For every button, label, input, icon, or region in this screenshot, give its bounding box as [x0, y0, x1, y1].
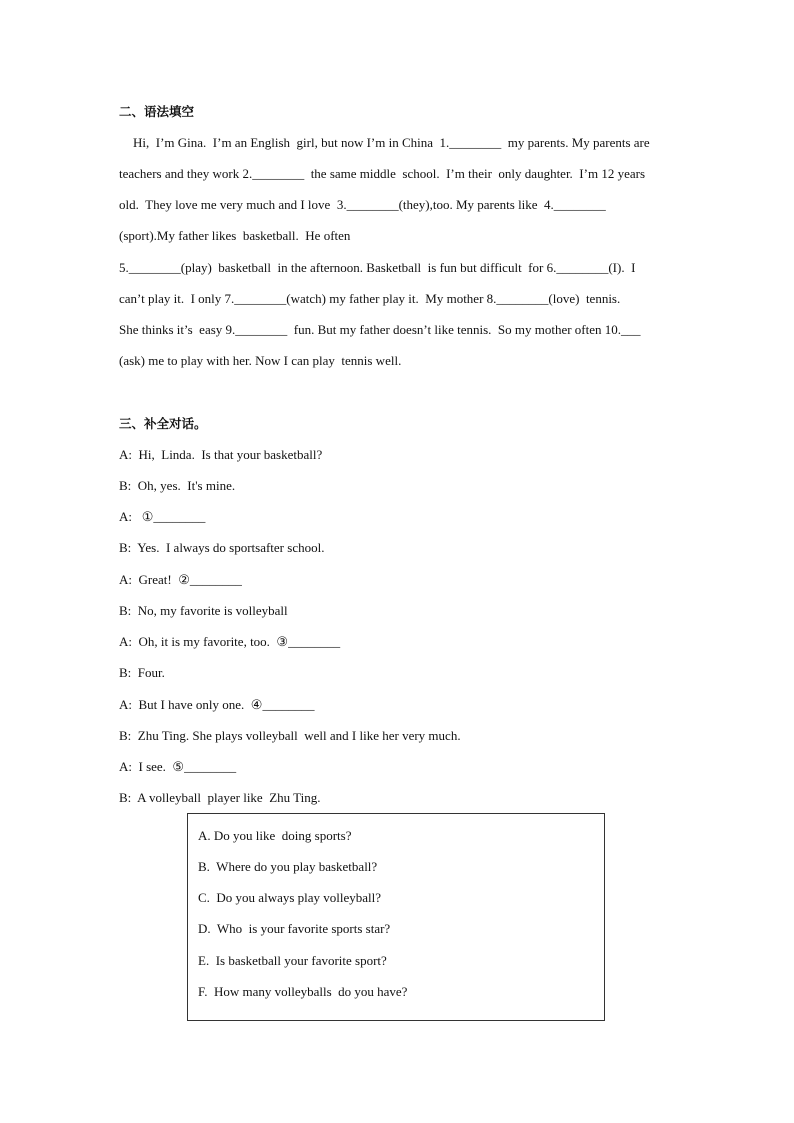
- passage-line-3: old. They love me very much and I love 3.________(they),too. My parents like 4.________: [119, 197, 606, 212]
- option-c: C. Do you always play volleyball?: [198, 890, 382, 905]
- dialogue-line: B: Oh, yes. It's mine.: [119, 478, 236, 493]
- passage-line-6: can’t play it. I only 7.________(watch) my father play it. My mother 8.________(love) tennis.: [119, 291, 621, 306]
- option-e: E. Is basketball your favorite sport?: [198, 953, 387, 968]
- passage-line-2: teachers and they work 2.________ the same middle school. I’m their only daughter. I’m 12 years: [119, 166, 646, 181]
- dialogue-line: A: Hi, Linda. Is that your basketball?: [119, 447, 323, 462]
- option-a: A. Do you like doing sports?: [198, 828, 352, 843]
- dialogue-line: A: Great! ②________: [119, 572, 242, 587]
- options-box: [187, 813, 605, 1021]
- passage-line-1: Hi, I’m Gina. I’m an English girl, but now I’m in China 1.________ my parents. My parents are: [133, 135, 650, 150]
- dialogue-line: B: Yes. I always do sportsafter school.: [119, 540, 325, 555]
- passage-line-7: She thinks it’s easy 9.________ fun. But my father doesn’t like tennis. So my mother often 10.___: [119, 322, 641, 337]
- option-d: D. Who is your favorite sports star?: [198, 921, 391, 936]
- dialogue-line: B: Zhu Ting. She plays volleyball well and I like her very much.: [119, 728, 461, 743]
- dialogue-line: A: Oh, it is my favorite, too. ③________: [119, 634, 341, 649]
- dialogue-line: B: A volleyball player like Zhu Ting.: [119, 790, 321, 805]
- dialogue-line: A: ①________: [119, 509, 206, 524]
- dialogue-line: B: No, my favorite is volleyball: [119, 603, 288, 618]
- passage-line-4: (sport).My father likes basketball. He often: [119, 228, 351, 243]
- passage-line-8: (ask) me to play with her. Now I can play tennis well.: [119, 353, 402, 368]
- section-3-heading: 三、补全对话。: [119, 416, 207, 431]
- dialogue-line: B: Four.: [119, 665, 165, 680]
- option-f: F. How many volleyballs do you have?: [198, 984, 408, 999]
- section-2-heading: 二、语法填空: [119, 104, 195, 119]
- dialogue-line: A: But I have only one. ④________: [119, 697, 315, 712]
- option-b: B. Where do you play basketball?: [198, 859, 378, 874]
- dialogue-line: A: I see. ⑤________: [119, 759, 237, 774]
- passage-line-5: 5.________(play) basketball in the afternoon. Basketball is fun but difficult for 6.________(I). I: [119, 260, 636, 275]
